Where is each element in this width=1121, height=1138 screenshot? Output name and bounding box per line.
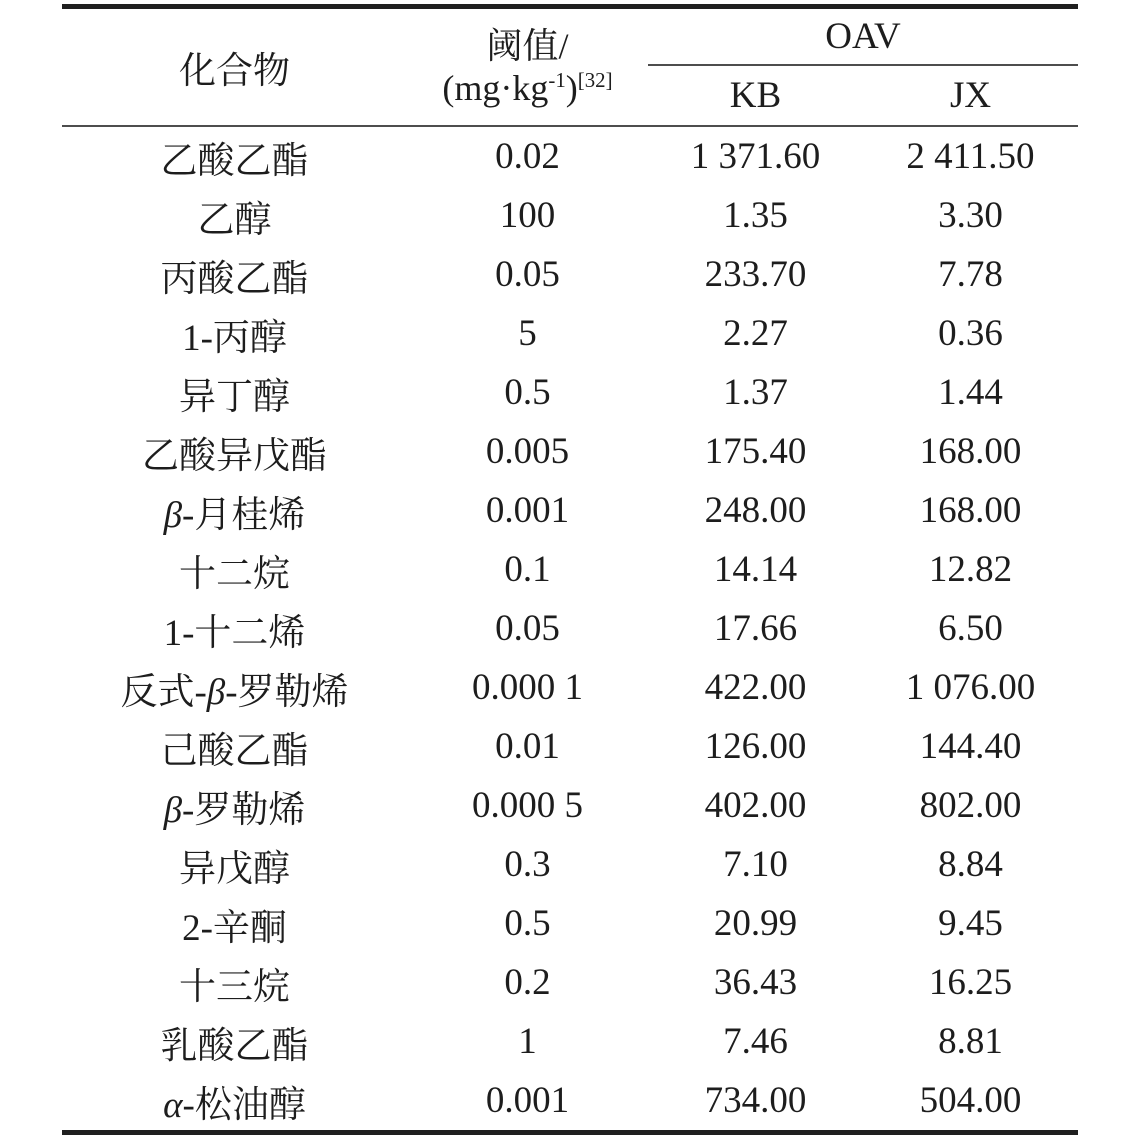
cell-kb-oav: 14.14 <box>713 549 798 590</box>
cell-threshold: 0.000 5 <box>472 785 583 826</box>
cell-compound: 乙酸乙酯 <box>160 140 309 182</box>
cell-kb-oav: 402.00 <box>704 785 807 826</box>
cell-compound: 1-十二烯 <box>163 612 306 654</box>
cell-compound: 2-辛酮 <box>182 907 287 949</box>
cell-compound: β-罗勒烯 <box>163 789 306 831</box>
cell-jx-oav: 504.00 <box>919 1080 1022 1121</box>
cell-kb-oav: 175.40 <box>704 431 807 472</box>
cell-jx-oav: 6.50 <box>938 608 1003 649</box>
table-row <box>62 776 1078 835</box>
cell-threshold: 1 <box>518 1021 537 1062</box>
cell-kb-oav: 734.00 <box>704 1080 807 1121</box>
cell-compound: β-月桂烯 <box>163 494 306 536</box>
unit-close-paren: ) <box>565 68 578 108</box>
cell-threshold: 0.1 <box>504 549 551 590</box>
header-jx: JX <box>949 75 992 116</box>
cell-compound: 异戊醇 <box>179 848 290 890</box>
table-row <box>62 363 1078 422</box>
table-row <box>62 304 1078 363</box>
cell-kb-oav: 1.35 <box>723 195 788 236</box>
table-row <box>62 953 1078 1012</box>
cell-compound: 乳酸乙酯 <box>160 1025 309 1067</box>
cell-threshold: 0.5 <box>504 903 551 944</box>
cell-kb-oav: 1.37 <box>723 372 788 413</box>
cell-jx-oav: 1 076.00 <box>905 667 1036 708</box>
table-row <box>62 658 1078 717</box>
cell-compound: 十二烷 <box>179 553 290 595</box>
table-row <box>62 1012 1078 1071</box>
cell-jx-oav: 168.00 <box>919 431 1022 472</box>
cell-threshold: 5 <box>518 313 537 354</box>
cell-jx-oav: 802.00 <box>919 785 1022 826</box>
table-row <box>62 245 1078 304</box>
cell-threshold: 100 <box>499 195 556 236</box>
cell-threshold: 0.000 1 <box>472 667 583 708</box>
cell-kb-oav: 248.00 <box>704 490 807 531</box>
table-row <box>62 717 1078 776</box>
cell-jx-oav: 9.45 <box>938 903 1003 944</box>
header-kb: KB <box>729 75 782 116</box>
cell-kb-oav: 20.99 <box>713 903 798 944</box>
cell-threshold: 0.5 <box>504 372 551 413</box>
header-threshold-unit <box>442 67 612 109</box>
table-row <box>62 894 1078 953</box>
cell-jx-oav: 3.30 <box>938 195 1003 236</box>
cell-kb-oav: 7.10 <box>723 844 788 885</box>
cell-jx-oav: 1.44 <box>938 372 1003 413</box>
table-row <box>62 186 1078 245</box>
cell-threshold: 0.005 <box>485 431 570 472</box>
table-body <box>62 127 1078 1130</box>
header-threshold-label: 阈值/ <box>486 25 569 66</box>
cell-kb-oav: 36.43 <box>713 962 798 1003</box>
cell-threshold: 0.05 <box>495 608 560 649</box>
cell-compound: 异丁醇 <box>179 376 290 418</box>
cell-threshold: 0.2 <box>504 962 551 1003</box>
cell-compound: 反式-β-罗勒烯 <box>120 671 349 713</box>
table-row <box>62 422 1078 481</box>
cell-kb-oav: 1 371.60 <box>690 136 821 177</box>
unit-exponent: -1 <box>548 68 566 92</box>
header-threshold <box>407 9 648 125</box>
header-oav-subcolumns <box>648 66 1078 125</box>
table-row <box>62 1071 1078 1130</box>
table-header <box>62 9 1078 127</box>
table-row <box>62 835 1078 894</box>
cell-jx-oav: 0.36 <box>938 313 1003 354</box>
header-oav: OAV <box>648 9 1078 66</box>
cell-compound: 十三烷 <box>179 966 290 1008</box>
cell-kb-oav: 2.27 <box>723 313 788 354</box>
cell-compound: 乙酸异戊酯 <box>142 435 327 477</box>
table-row <box>62 599 1078 658</box>
table-row <box>62 481 1078 540</box>
cell-threshold: 0.001 <box>485 1080 570 1121</box>
cell-compound: 1-丙醇 <box>182 317 287 359</box>
cell-threshold: 0.02 <box>495 136 560 177</box>
cell-threshold: 0.3 <box>504 844 551 885</box>
cell-jx-oav: 12.82 <box>928 549 1013 590</box>
cell-jx-oav: 16.25 <box>928 962 1013 1003</box>
oav-table <box>62 4 1078 1135</box>
cell-compound: α-松油醇 <box>163 1084 306 1126</box>
cell-kb-oav: 233.70 <box>704 254 807 295</box>
header-compound: 化合物 <box>179 51 290 92</box>
table-row <box>62 127 1078 186</box>
cell-threshold: 0.001 <box>485 490 570 531</box>
cell-jx-oav: 2 411.50 <box>906 136 1035 177</box>
table-row <box>62 540 1078 599</box>
cell-compound: 乙醇 <box>197 199 272 241</box>
cell-jx-oav: 8.81 <box>938 1021 1003 1062</box>
cell-jx-oav: 144.40 <box>919 726 1022 767</box>
reference-superscript: [32] <box>577 68 613 92</box>
cell-compound: 己酸乙酯 <box>160 730 309 772</box>
cell-compound: 丙酸乙酯 <box>160 258 309 300</box>
cell-kb-oav: 422.00 <box>704 667 807 708</box>
cell-jx-oav: 168.00 <box>919 490 1022 531</box>
header-oav-group <box>648 9 1078 125</box>
cell-threshold: 0.01 <box>495 726 560 767</box>
cell-kb-oav: 126.00 <box>704 726 807 767</box>
unit-prefix: (mg·kg <box>442 68 549 108</box>
cell-kb-oav: 17.66 <box>713 608 798 649</box>
cell-kb-oav: 7.46 <box>723 1021 788 1062</box>
cell-jx-oav: 7.78 <box>938 254 1003 295</box>
cell-jx-oav: 8.84 <box>938 844 1003 885</box>
cell-threshold: 0.05 <box>495 254 560 295</box>
